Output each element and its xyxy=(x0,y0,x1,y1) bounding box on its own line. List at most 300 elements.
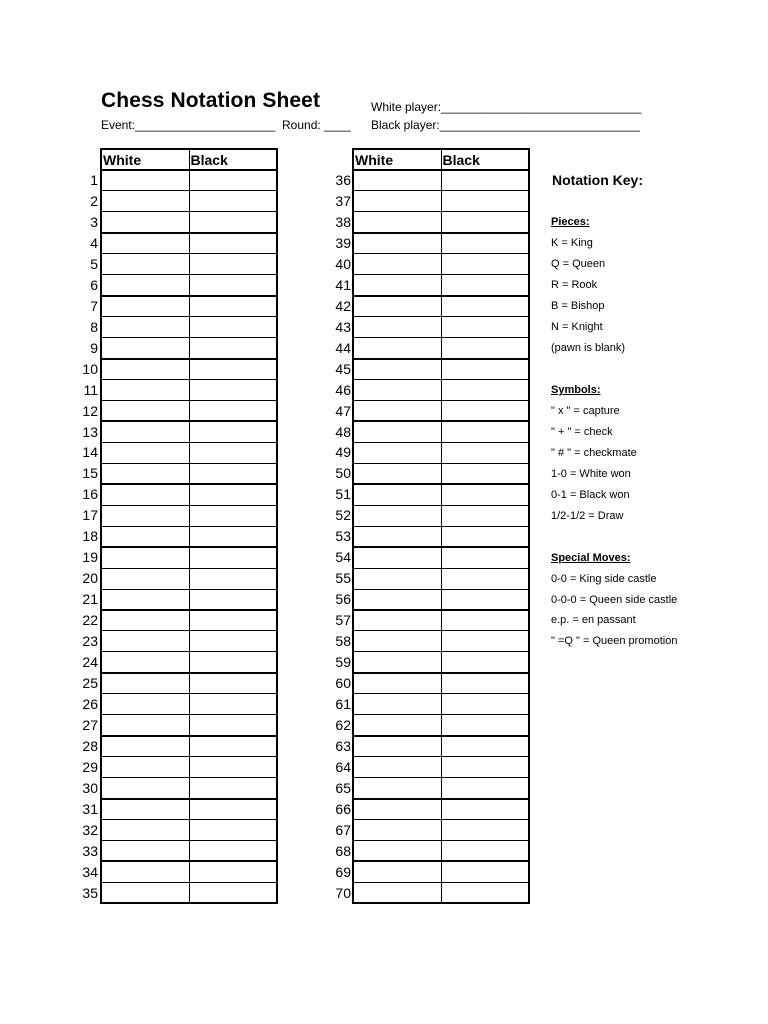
move-row xyxy=(101,757,277,778)
black-move-cell[interactable] xyxy=(189,610,277,631)
move-number: 5 xyxy=(90,255,98,272)
move-number: 49 xyxy=(335,444,351,461)
move-number: 27 xyxy=(82,716,98,733)
move-number: 66 xyxy=(335,800,351,817)
black-move-cell[interactable] xyxy=(441,233,529,254)
move-row xyxy=(101,673,277,694)
black-move-cell[interactable] xyxy=(189,736,277,757)
move-row xyxy=(353,736,529,757)
black-move-cell[interactable] xyxy=(441,526,529,547)
white-move-cell[interactable] xyxy=(353,317,441,338)
move-row xyxy=(101,296,277,317)
column-header-white: White xyxy=(353,149,441,170)
move-row xyxy=(101,841,277,862)
move-number: 30 xyxy=(82,779,98,796)
white-move-cell[interactable] xyxy=(101,861,189,882)
move-row xyxy=(101,652,277,673)
white-move-cell[interactable] xyxy=(101,359,189,380)
move-row xyxy=(353,317,529,338)
black-move-cell[interactable] xyxy=(441,170,529,191)
black-move-cell[interactable] xyxy=(189,673,277,694)
move-row xyxy=(101,861,277,882)
move-number: 28 xyxy=(82,737,98,754)
white-move-cell[interactable] xyxy=(353,191,441,212)
move-number: 51 xyxy=(335,486,351,503)
black-move-cell[interactable] xyxy=(441,861,529,882)
move-number: 15 xyxy=(82,465,98,482)
move-row xyxy=(101,568,277,589)
white-move-cell[interactable] xyxy=(353,610,441,631)
move-row xyxy=(101,191,277,212)
move-row xyxy=(101,799,277,820)
white-move-cell[interactable] xyxy=(353,736,441,757)
move-row xyxy=(101,778,277,799)
black-move-cell[interactable] xyxy=(441,631,529,652)
white-move-cell[interactable] xyxy=(353,694,441,715)
key-item: 0-0-0 = Queen side castle xyxy=(551,594,678,606)
move-row xyxy=(101,715,277,736)
black-move-cell[interactable] xyxy=(441,380,529,401)
black-move-cell[interactable] xyxy=(441,882,529,903)
white-move-cell[interactable] xyxy=(101,275,189,296)
black-move-cell[interactable] xyxy=(441,421,529,442)
move-number: 33 xyxy=(82,842,98,859)
key-item: B = Bishop xyxy=(551,300,605,312)
white-move-cell[interactable] xyxy=(101,631,189,652)
black-move-cell[interactable] xyxy=(441,254,529,275)
black-move-cell[interactable] xyxy=(189,317,277,338)
white-move-cell[interactable] xyxy=(353,421,441,442)
move-number: 43 xyxy=(335,318,351,335)
move-row xyxy=(353,359,529,380)
black-move-cell[interactable] xyxy=(441,442,529,463)
move-number: 32 xyxy=(82,821,98,838)
white-move-cell[interactable] xyxy=(353,547,441,568)
white-move-cell[interactable] xyxy=(353,484,441,505)
black-move-cell[interactable] xyxy=(441,673,529,694)
move-row xyxy=(353,882,529,903)
move-row xyxy=(353,421,529,442)
black-move-cell[interactable] xyxy=(189,463,277,484)
black-move-cell[interactable] xyxy=(441,799,529,820)
move-table-2 xyxy=(352,148,530,904)
key-section-heading: Special Moves: xyxy=(551,552,631,564)
move-row xyxy=(101,589,277,610)
black-move-cell[interactable] xyxy=(441,505,529,526)
column-header-black: Black xyxy=(189,149,277,170)
move-number: 8 xyxy=(90,318,98,335)
key-item: " x " = capture xyxy=(551,405,620,417)
move-row xyxy=(101,254,277,275)
move-number: 48 xyxy=(335,423,351,440)
white-move-cell[interactable] xyxy=(101,463,189,484)
white-move-cell[interactable] xyxy=(101,652,189,673)
black-move-cell[interactable] xyxy=(441,694,529,715)
move-row xyxy=(353,715,529,736)
move-row xyxy=(353,380,529,401)
move-row xyxy=(353,275,529,296)
black-move-cell[interactable] xyxy=(189,191,277,212)
move-row xyxy=(101,484,277,505)
white-move-cell[interactable] xyxy=(353,442,441,463)
white-move-cell[interactable] xyxy=(101,191,189,212)
white-move-cell[interactable] xyxy=(101,736,189,757)
black-move-cell[interactable] xyxy=(441,652,529,673)
key-section-heading: Pieces: xyxy=(551,216,590,228)
black-move-cell[interactable] xyxy=(441,400,529,421)
move-row xyxy=(353,254,529,275)
move-row xyxy=(353,841,529,862)
black-move-cell[interactable] xyxy=(189,882,277,903)
move-row xyxy=(101,882,277,903)
key-item: N = Knight xyxy=(551,321,603,333)
move-row xyxy=(353,820,529,841)
move-row xyxy=(353,568,529,589)
white-move-cell[interactable] xyxy=(353,463,441,484)
move-number: 65 xyxy=(335,779,351,796)
white-move-cell[interactable] xyxy=(353,380,441,401)
move-number: 36 xyxy=(335,172,351,188)
move-number: 57 xyxy=(335,612,351,629)
move-number: 7 xyxy=(90,297,98,314)
white-move-cell[interactable] xyxy=(101,715,189,736)
move-row xyxy=(353,463,529,484)
black-move-cell[interactable] xyxy=(441,715,529,736)
move-row xyxy=(101,820,277,841)
white-move-cell[interactable] xyxy=(101,212,189,233)
black-move-cell[interactable] xyxy=(441,296,529,317)
white-move-cell[interactable] xyxy=(353,505,441,526)
white-move-cell[interactable] xyxy=(353,338,441,359)
white-move-cell[interactable] xyxy=(353,526,441,547)
move-number: 42 xyxy=(335,297,351,314)
move-number: 50 xyxy=(335,465,351,482)
move-row xyxy=(353,799,529,820)
move-number: 45 xyxy=(335,360,351,377)
key-item: K = King xyxy=(551,237,593,249)
move-number: 24 xyxy=(82,654,98,671)
move-number: 20 xyxy=(82,570,98,587)
white-player-field[interactable]: White player:______________________________ xyxy=(371,100,642,114)
white-move-cell[interactable] xyxy=(353,170,441,191)
move-table-1 xyxy=(100,148,278,904)
black-move-cell[interactable] xyxy=(189,715,277,736)
key-item: Q = Queen xyxy=(551,258,606,270)
white-move-cell[interactable] xyxy=(101,882,189,903)
black-move-cell[interactable] xyxy=(189,694,277,715)
move-number: 55 xyxy=(335,570,351,587)
column-header-white: White xyxy=(101,149,189,170)
white-move-cell[interactable] xyxy=(353,275,441,296)
move-row xyxy=(353,233,529,254)
white-move-cell[interactable] xyxy=(101,841,189,862)
move-number: 53 xyxy=(335,528,351,545)
white-move-cell[interactable] xyxy=(101,254,189,275)
move-number: 1 xyxy=(90,172,98,188)
move-number: 31 xyxy=(82,800,98,817)
key-item: 1/2-1/2 = Draw xyxy=(551,510,624,522)
move-row xyxy=(101,380,277,401)
move-number: 58 xyxy=(335,633,351,650)
black-move-cell[interactable] xyxy=(189,568,277,589)
key-item: 0-0 = King side castle xyxy=(551,573,657,585)
white-move-cell[interactable] xyxy=(353,882,441,903)
white-move-cell[interactable] xyxy=(353,254,441,275)
move-number: 22 xyxy=(82,612,98,629)
move-row xyxy=(101,610,277,631)
move-number: 4 xyxy=(90,234,98,251)
move-row xyxy=(353,861,529,882)
black-move-cell[interactable] xyxy=(189,799,277,820)
move-row xyxy=(353,757,529,778)
move-number: 35 xyxy=(82,884,98,901)
move-number: 21 xyxy=(82,591,98,608)
white-move-cell[interactable] xyxy=(353,715,441,736)
black-move-cell[interactable] xyxy=(189,338,277,359)
black-move-cell[interactable] xyxy=(189,380,277,401)
black-move-cell[interactable] xyxy=(189,359,277,380)
white-move-cell[interactable] xyxy=(353,212,441,233)
move-number: 52 xyxy=(335,507,351,524)
move-row xyxy=(101,463,277,484)
move-number: 12 xyxy=(82,402,98,419)
move-number: 11 xyxy=(83,381,98,398)
move-row xyxy=(353,610,529,631)
move-row xyxy=(353,694,529,715)
key-item: e.p. = en passant xyxy=(551,614,636,626)
move-row xyxy=(353,631,529,652)
black-move-cell[interactable] xyxy=(441,757,529,778)
black-move-cell[interactable] xyxy=(441,610,529,631)
move-number: 61 xyxy=(335,696,351,712)
black-move-cell[interactable] xyxy=(189,442,277,463)
white-move-cell[interactable] xyxy=(353,820,441,841)
black-move-cell[interactable] xyxy=(189,484,277,505)
move-number: 46 xyxy=(335,381,351,398)
move-row xyxy=(101,233,277,254)
black-move-cell[interactable] xyxy=(189,170,277,191)
white-move-cell[interactable] xyxy=(101,505,189,526)
white-move-cell[interactable] xyxy=(353,400,441,421)
white-move-cell[interactable] xyxy=(101,673,189,694)
white-move-cell[interactable] xyxy=(101,484,189,505)
move-number: 29 xyxy=(82,758,98,775)
white-move-cell[interactable] xyxy=(101,547,189,568)
white-move-cell[interactable] xyxy=(101,400,189,421)
move-number: 54 xyxy=(335,549,351,566)
black-move-cell[interactable] xyxy=(189,526,277,547)
move-number: 10 xyxy=(82,360,98,377)
move-number: 67 xyxy=(335,821,351,838)
black-move-cell[interactable] xyxy=(441,778,529,799)
move-number: 60 xyxy=(335,675,351,692)
white-move-cell[interactable] xyxy=(101,442,189,463)
move-row xyxy=(353,442,529,463)
move-number: 59 xyxy=(335,654,351,671)
black-move-cell[interactable] xyxy=(189,778,277,799)
white-move-cell[interactable] xyxy=(101,338,189,359)
move-number: 56 xyxy=(335,591,351,608)
black-move-cell[interactable] xyxy=(441,359,529,380)
white-move-cell[interactable] xyxy=(101,778,189,799)
move-number: 26 xyxy=(82,696,98,712)
white-move-cell[interactable] xyxy=(101,380,189,401)
move-row xyxy=(353,673,529,694)
white-move-cell[interactable] xyxy=(101,589,189,610)
move-number: 9 xyxy=(90,339,98,356)
white-move-cell[interactable] xyxy=(353,631,441,652)
move-number: 14 xyxy=(82,444,98,461)
key-item: (pawn is blank) xyxy=(551,342,625,354)
move-number: 18 xyxy=(82,528,98,545)
black-move-cell[interactable] xyxy=(441,317,529,338)
black-move-cell[interactable] xyxy=(189,254,277,275)
key-item: " =Q " = Queen promotion xyxy=(551,635,678,647)
black-move-cell[interactable] xyxy=(441,568,529,589)
move-number: 3 xyxy=(90,213,98,230)
key-item: " # " = checkmate xyxy=(551,447,637,459)
white-move-cell[interactable] xyxy=(101,296,189,317)
black-move-cell[interactable] xyxy=(441,275,529,296)
move-row xyxy=(101,526,277,547)
white-move-cell[interactable] xyxy=(353,233,441,254)
white-move-cell[interactable] xyxy=(353,589,441,610)
move-row xyxy=(353,778,529,799)
column-header-black: Black xyxy=(441,149,529,170)
move-number: 40 xyxy=(335,255,351,272)
move-row xyxy=(353,589,529,610)
move-row xyxy=(353,170,529,191)
white-move-cell[interactable] xyxy=(101,233,189,254)
move-number: 37 xyxy=(335,192,351,209)
move-row xyxy=(353,400,529,421)
black-move-cell[interactable] xyxy=(189,652,277,673)
move-number: 62 xyxy=(335,716,351,733)
white-move-cell[interactable] xyxy=(353,757,441,778)
move-row xyxy=(101,547,277,568)
move-number: 68 xyxy=(335,842,351,859)
black-move-cell[interactable] xyxy=(441,820,529,841)
move-number: 44 xyxy=(335,339,351,356)
move-row xyxy=(101,170,277,191)
white-move-cell[interactable] xyxy=(353,296,441,317)
move-row xyxy=(101,317,277,338)
white-move-cell[interactable] xyxy=(101,317,189,338)
white-move-cell[interactable] xyxy=(101,799,189,820)
move-row xyxy=(353,652,529,673)
black-move-cell[interactable] xyxy=(189,757,277,778)
white-move-cell[interactable] xyxy=(353,778,441,799)
move-number: 69 xyxy=(335,863,351,880)
move-number: 38 xyxy=(335,213,351,230)
move-row xyxy=(101,421,277,442)
move-row xyxy=(353,212,529,233)
black-move-cell[interactable] xyxy=(189,589,277,610)
key-item: " + " = check xyxy=(551,426,613,438)
move-row xyxy=(353,296,529,317)
black-move-cell[interactable] xyxy=(441,463,529,484)
white-move-cell[interactable] xyxy=(101,170,189,191)
move-number: 39 xyxy=(335,234,351,251)
black-move-cell[interactable] xyxy=(189,296,277,317)
white-move-cell[interactable] xyxy=(353,568,441,589)
move-row xyxy=(353,484,529,505)
black-move-cell[interactable] xyxy=(189,631,277,652)
white-move-cell[interactable] xyxy=(353,861,441,882)
black-player-field[interactable]: Black player:______________________________ xyxy=(371,118,640,132)
black-move-cell[interactable] xyxy=(189,421,277,442)
black-move-cell[interactable] xyxy=(441,484,529,505)
black-move-cell[interactable] xyxy=(189,400,277,421)
white-move-cell[interactable] xyxy=(353,673,441,694)
move-number: 19 xyxy=(82,549,98,566)
move-row xyxy=(101,359,277,380)
black-move-cell[interactable] xyxy=(441,212,529,233)
move-number: 64 xyxy=(335,758,351,775)
white-move-cell[interactable] xyxy=(101,757,189,778)
black-move-cell[interactable] xyxy=(441,736,529,757)
black-move-cell[interactable] xyxy=(441,841,529,862)
move-row xyxy=(101,442,277,463)
notation-key-title: Notation Key: xyxy=(552,172,643,188)
white-move-cell[interactable] xyxy=(353,359,441,380)
white-move-cell[interactable] xyxy=(101,820,189,841)
move-row xyxy=(101,275,277,296)
move-number: 34 xyxy=(82,863,98,880)
black-move-cell[interactable] xyxy=(189,505,277,526)
move-number: 70 xyxy=(335,884,351,901)
page-title: Chess Notation Sheet xyxy=(101,89,321,112)
move-number: 23 xyxy=(82,633,98,650)
black-move-cell[interactable] xyxy=(441,547,529,568)
black-move-cell[interactable] xyxy=(189,233,277,254)
white-move-cell[interactable] xyxy=(353,841,441,862)
move-row xyxy=(101,694,277,715)
round-field[interactable]: Round: ____ xyxy=(282,118,351,132)
black-move-cell[interactable] xyxy=(441,338,529,359)
key-section-heading: Symbols: xyxy=(551,384,601,396)
white-move-cell[interactable] xyxy=(101,610,189,631)
move-number: 25 xyxy=(82,675,98,692)
white-move-cell[interactable] xyxy=(101,421,189,442)
black-move-cell[interactable] xyxy=(189,861,277,882)
white-move-cell[interactable] xyxy=(101,694,189,715)
black-move-cell[interactable] xyxy=(189,820,277,841)
move-row xyxy=(353,191,529,212)
white-move-cell[interactable] xyxy=(101,526,189,547)
white-move-cell[interactable] xyxy=(353,652,441,673)
move-row xyxy=(101,400,277,421)
black-move-cell[interactable] xyxy=(189,212,277,233)
move-number: 2 xyxy=(90,192,98,209)
black-move-cell[interactable] xyxy=(441,191,529,212)
move-number: 63 xyxy=(335,737,351,754)
event-field[interactable]: Event:_____________________ xyxy=(101,118,276,132)
white-move-cell[interactable] xyxy=(353,799,441,820)
black-move-cell[interactable] xyxy=(441,589,529,610)
move-row xyxy=(353,505,529,526)
black-move-cell[interactable] xyxy=(189,841,277,862)
move-number: 47 xyxy=(335,402,351,419)
move-number: 16 xyxy=(82,486,98,503)
white-move-cell[interactable] xyxy=(101,568,189,589)
move-number: 17 xyxy=(82,507,98,524)
move-number: 41 xyxy=(335,276,351,293)
black-move-cell[interactable] xyxy=(189,547,277,568)
key-item: 0-1 = Black won xyxy=(551,489,630,501)
black-move-cell[interactable] xyxy=(189,275,277,296)
move-row xyxy=(101,736,277,757)
